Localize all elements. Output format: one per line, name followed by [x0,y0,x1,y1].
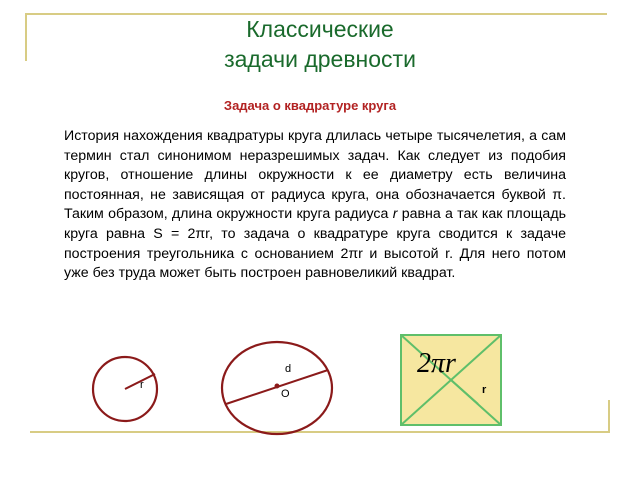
pi-symbol: π [348,245,359,262]
para-part-2: . Таким образом, длина окружности круга радиуса [64,186,566,223]
para-part-1: История нахождения квадратуры круга длилась четыре тысячелетия, а сам термин стал синонимом неразрешимых задач. Как следует из подобия кругов, отношение длины окружности к ее диаметру есть величина постоянная, не зависящая от радиуса круга, она обозначается буквой [64,128,566,203]
big-circle-diameter-label: d [285,363,292,375]
para-part-5: r и высотой r. Для него потом уже без труда может быть построен равновеликий квадрат. [64,245,566,282]
pi-symbol: π [195,225,206,242]
pi-symbol: π [552,186,563,203]
para-part-3: равна а так как площадь круга равна S = 2 [64,206,566,242]
para-part-4: r, то задача о квадратуре круга сводится к задаче построения треугольника с основанием 2 [64,225,567,262]
big-circle-center-label: O [281,388,290,400]
square-side-label: 2πr [417,348,456,379]
triangle-height-label: r [482,384,487,396]
title-line-2: задачи древности [224,46,416,72]
section-subtitle: Задача о квадратуре круга [223,98,397,113]
small-circle-radius-label: r [140,379,144,391]
radius-symbol: r [392,206,398,223]
title-line-1: Классические [246,16,394,42]
square-figure [401,335,501,425]
small-circle-figure [93,357,157,421]
big-circle-figure [222,342,332,434]
big-circle-center-point [275,384,280,389]
